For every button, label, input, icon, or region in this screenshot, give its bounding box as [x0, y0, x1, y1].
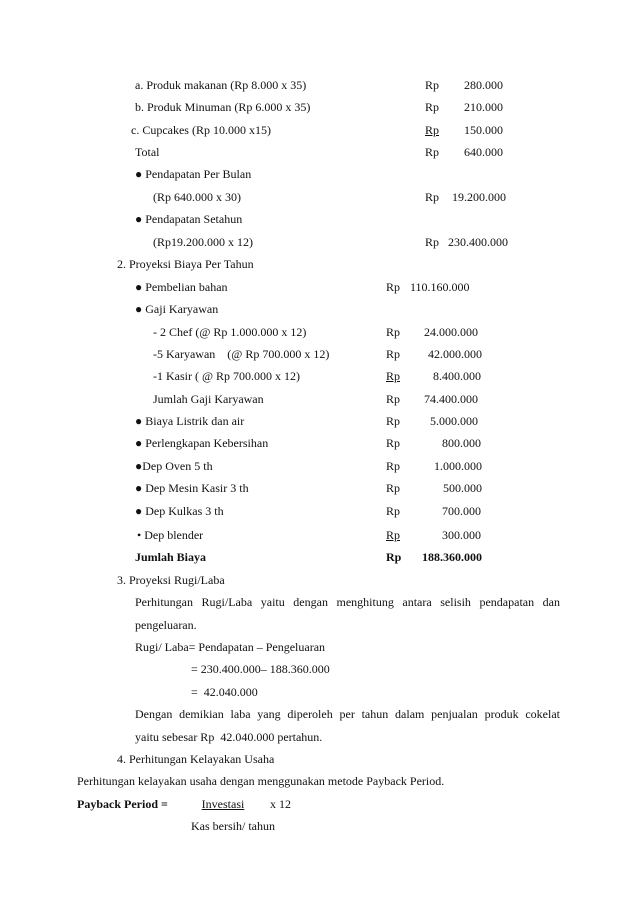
- cost-item-label: ● Dep Mesin Kasir 3 th: [135, 481, 249, 495]
- section-heading: 4. Perhitungan Kelayakan Usaha: [117, 752, 275, 766]
- salary-item-label: -1 Kasir ( @ Rp 700.000 x 12): [153, 369, 301, 383]
- yearly-income-amount: 230.400.000: [448, 235, 508, 249]
- currency-label: Rp: [386, 436, 401, 450]
- salary-total-amount: 74.400.000: [424, 392, 478, 406]
- cost-item-amount: 700.000: [442, 504, 481, 518]
- profit-calc-line: = 42.040.000: [191, 685, 258, 699]
- cost-item-label: ● Dep Kulkas 3 th: [135, 504, 224, 518]
- currency-label: Rp: [386, 280, 401, 294]
- salary-item-label: - 2 Chef (@ Rp 1.000.000 x 12): [153, 325, 307, 339]
- section-heading: 3. Proyeksi Rugi/Laba: [117, 573, 225, 587]
- cost-item-label: • Dep blender: [137, 528, 204, 542]
- monthly-income-amount: 19.200.000: [452, 190, 506, 204]
- currency-label: Rp: [386, 481, 401, 495]
- currency-label: Rp: [386, 347, 401, 361]
- currency-label: Rp: [425, 235, 440, 249]
- income-total-label: Total: [135, 145, 160, 159]
- income-item-label: b. Produk Minuman (Rp 6.000 x 35): [135, 100, 311, 114]
- cost-item-label: ● Perlengkapan Kebersihan: [135, 436, 269, 450]
- profit-paragraph-line: Perhitungan Rugi/Laba yaitu dengan menghitung antara selisih pendapatan dan: [135, 595, 560, 609]
- currency-label: Rp: [386, 392, 401, 406]
- cost-total-label: Jumlah Biaya: [135, 550, 207, 564]
- currency-label: Rp: [425, 145, 440, 159]
- currency-label: Rp 150.000: [425, 123, 503, 137]
- cost-total-amount: 188.360.000: [422, 550, 482, 564]
- monthly-income-label: ● Pendapatan Per Bulan: [135, 167, 252, 181]
- salary-item-amount: 24.000.000: [424, 325, 478, 339]
- currency-label: Rp: [425, 100, 440, 114]
- currency-label: Rp: [386, 550, 402, 564]
- profit-paragraph-line: yaitu sebesar Rp 42.040.000 pertahun.: [135, 730, 323, 744]
- income-item-amount: 150.000: [464, 123, 503, 137]
- salary-total-label: Jumlah Gaji Karyawan: [153, 392, 264, 406]
- section-heading: 2. Proyeksi Biaya Per Tahun: [117, 257, 254, 271]
- payback-numerator: Investasi: [201, 797, 245, 811]
- cost-item-label: ● Pembelian bahan: [135, 280, 228, 294]
- salary-item-label: -5 Karyawan (@ Rp 700.000 x 12): [153, 347, 330, 361]
- salary-item-amount: 8.400.000: [433, 369, 481, 383]
- profit-formula: Rugi/ Laba= Pendapatan – Pengeluaran: [135, 640, 326, 654]
- payback-multiplier: x 12: [270, 797, 291, 811]
- cost-item-label: ● Biaya Listrik dan air: [135, 414, 245, 428]
- profit-paragraph-line: Dengan demikian laba yang diperoleh per tahun dalam penjualan produk cokelat: [135, 707, 560, 721]
- payback-label: Payback Period =: [77, 797, 168, 811]
- cost-item-amount: 300.000: [442, 528, 481, 542]
- income-item-label: c. Cupcakes (Rp 10.000 x15): [131, 123, 271, 137]
- income-total-amount: 640.000: [464, 145, 503, 159]
- currency-label: Rp: [386, 504, 401, 518]
- income-item-amount: 210.000: [464, 100, 503, 114]
- cost-item-amount: 110.160.000: [410, 280, 470, 294]
- cost-item-amount: 500.000: [443, 481, 482, 495]
- currency-label: Rp: [386, 459, 401, 473]
- profit-calc-line: = 230.400.000– 188.360.000: [191, 662, 330, 676]
- yearly-income-calc: (Rp19.200.000 x 12): [153, 235, 253, 249]
- currency-label: Rp: [425, 190, 440, 204]
- currency-label: Rp: [386, 325, 401, 339]
- cost-item-amount: 800.000: [442, 436, 481, 450]
- income-item-amount: 280.000: [464, 78, 503, 92]
- profit-paragraph-line: pengeluaran.: [135, 618, 197, 632]
- currency-label: Rp 8.400.000: [386, 369, 481, 383]
- currency-label: Rp 300.000: [386, 528, 481, 542]
- currency-label: Rp: [386, 414, 401, 428]
- currency-label: Rp: [425, 78, 440, 92]
- monthly-income-calc: (Rp 640.000 x 30): [153, 190, 241, 204]
- yearly-income-label: ● Pendapatan Setahun: [135, 212, 243, 226]
- salary-label: ● Gaji Karyawan: [135, 302, 219, 316]
- income-item-label: a. Produk makanan (Rp 8.000 x 35): [135, 78, 307, 92]
- payback-denominator: Kas bersih/ tahun: [191, 819, 275, 833]
- salary-item-amount: 42.000.000: [428, 347, 482, 361]
- cost-item-amount: 5.000.000: [430, 414, 478, 428]
- cost-item-label: ●Dep Oven 5 th: [135, 459, 213, 473]
- cost-item-amount: 1.000.000: [434, 459, 482, 473]
- feasibility-intro: Perhitungan kelayakan usaha dengan menggunakan metode Payback Period.: [77, 774, 445, 788]
